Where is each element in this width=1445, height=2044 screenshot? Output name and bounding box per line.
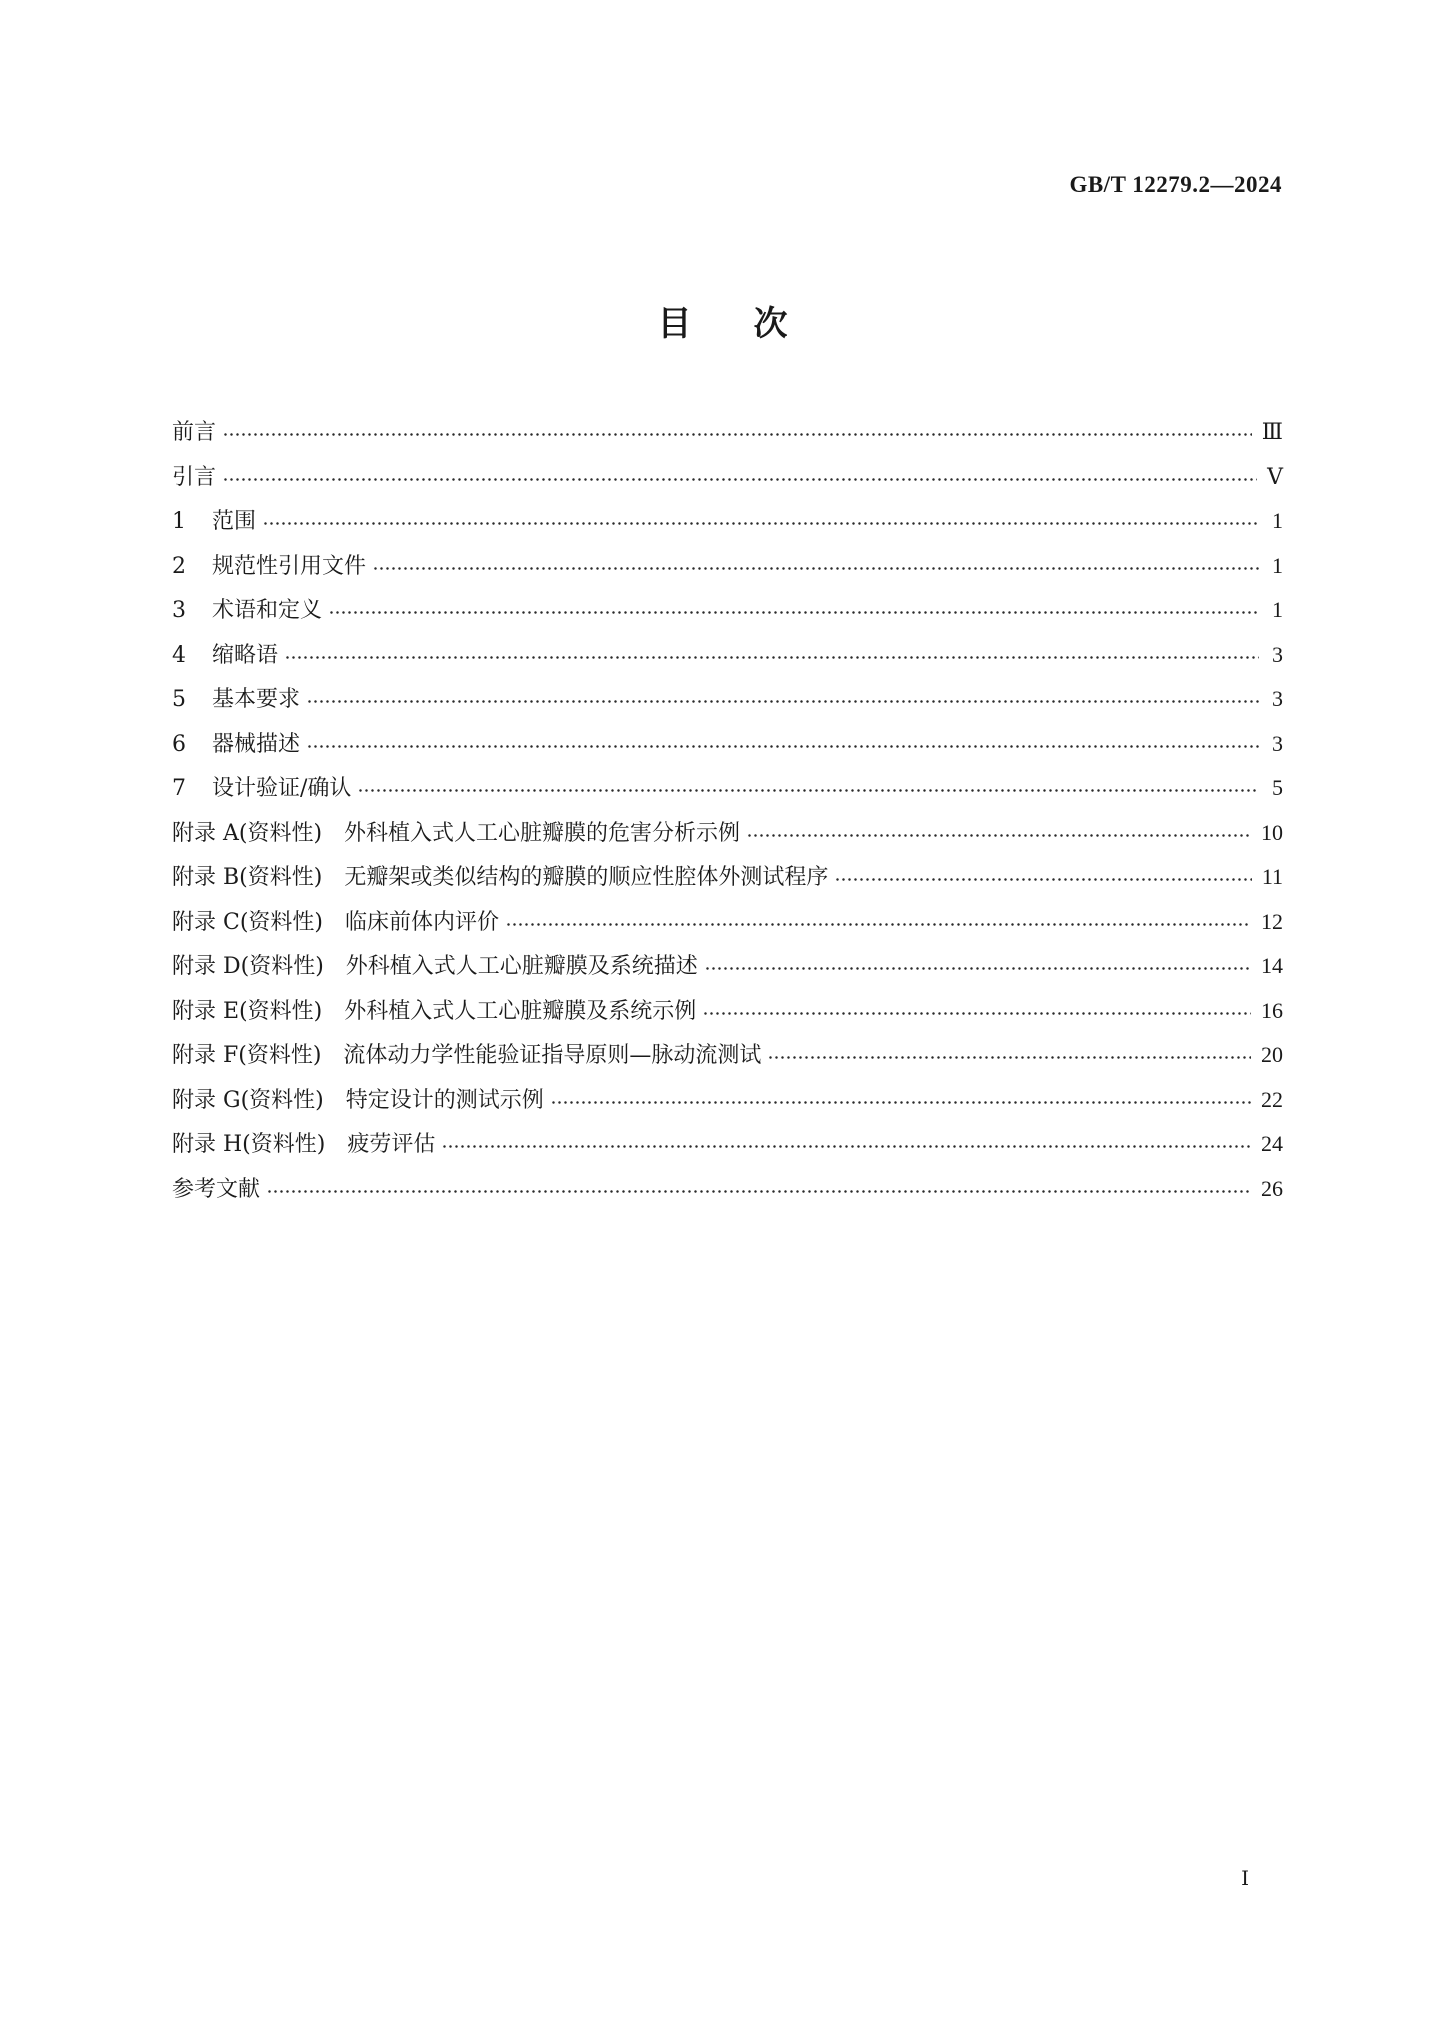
toc-entry-page: 12 (1261, 908, 1283, 934)
standard-code: GB/T 12279.2—2024 (1069, 172, 1282, 197)
toc-entry[interactable] (172, 811, 1283, 856)
toc-dot-leader (224, 420, 1252, 444)
toc-entry[interactable] (172, 544, 1283, 589)
toc-entry-title: 附录 B(资料性) 无瓣架或类似结构的瓣膜的顺应性腔体外测试程序 (172, 865, 829, 890)
toc-entry[interactable] (172, 499, 1283, 544)
toc-entry[interactable] (172, 410, 1283, 455)
toc-entry-page: 3 (1272, 686, 1283, 711)
toc-entry[interactable] (172, 855, 1283, 900)
toc-entry-page: Ⅲ (1261, 419, 1283, 444)
toc-dot-leader (507, 910, 1251, 934)
toc-entry-page: 3 (1272, 641, 1283, 667)
toc-dot-leader (330, 598, 1259, 622)
toc-dot-leader (308, 732, 1259, 756)
toc-entry-title: 基本要求 (212, 687, 301, 712)
toc-entry-title: 范围 (212, 509, 257, 534)
toc-entry-number: 4 (172, 642, 186, 668)
toc-entry-number: 7 (172, 776, 186, 801)
toc-entry-title: 术语和定义 (212, 598, 323, 623)
toc-entry[interactable] (172, 1078, 1283, 1123)
toc-entry-page: 22 (1261, 1086, 1283, 1112)
toc-entry[interactable] (172, 722, 1283, 767)
toc-entry[interactable] (172, 944, 1283, 989)
toc-entry[interactable] (172, 1122, 1283, 1167)
toc-entry-number: 5 (172, 687, 186, 712)
toc-dot-leader (268, 1177, 1251, 1201)
toc-entry-page: 5 (1272, 775, 1283, 800)
toc-dot-leader (308, 687, 1259, 711)
toc-entry-page: 16 (1261, 997, 1283, 1023)
toc-entry[interactable] (172, 455, 1283, 500)
toc-dot-leader (224, 465, 1257, 489)
toc-entry[interactable] (172, 1033, 1283, 1078)
toc-entry-number: 1 (172, 509, 186, 534)
toc-entry-page: 1 (1272, 552, 1283, 578)
toc-entry-title: 附录 F(资料性) 流体动力学性能验证指导原则—脉动流测试 (172, 1043, 762, 1068)
toc-entry-page: 3 (1272, 730, 1283, 756)
toc-entry-page: 14 (1261, 953, 1283, 978)
toc-dot-leader (286, 643, 1259, 667)
toc-entry-page: 11 (1261, 864, 1283, 889)
toc-entry-title: 附录 H(资料性) 疲劳评估 (172, 1132, 436, 1157)
toc-dot-leader (552, 1088, 1251, 1112)
toc-entry[interactable] (172, 588, 1283, 633)
toc-entry[interactable] (172, 900, 1283, 945)
toc-entry-page: 24 (1261, 1131, 1283, 1156)
toc-dot-leader (706, 954, 1251, 978)
toc-dot-leader (264, 509, 1259, 533)
toc-entry-title: 前言 (172, 420, 217, 445)
toc-entry-number: 3 (172, 598, 186, 623)
toc-entry-title: 设计验证/确认 (212, 776, 352, 801)
toc-entry-page: 10 (1261, 819, 1283, 845)
toc-entry[interactable] (172, 677, 1283, 722)
toc-entry[interactable] (172, 766, 1283, 811)
toc-entry-title: 器械描述 (212, 731, 301, 757)
toc-entry-page: 20 (1261, 1042, 1283, 1067)
toc-dot-leader (443, 1132, 1251, 1156)
toc-entry-number: 6 (172, 731, 186, 757)
toc-entry[interactable] (172, 989, 1283, 1034)
toc-entry-page: 1 (1272, 597, 1283, 622)
toc-entry[interactable] (172, 633, 1283, 678)
toc-dot-leader (748, 821, 1251, 845)
toc-entry-title: 附录 C(资料性) 临床前体内评价 (172, 909, 499, 935)
toc-entry-page: 26 (1261, 1175, 1283, 1201)
toc-entry-title: 引言 (172, 464, 217, 490)
toc-entry[interactable] (172, 1167, 1283, 1212)
toc-entry-title: 附录 A(资料性) 外科植入式人工心脏瓣膜的危害分析示例 (172, 820, 741, 846)
toc-entry-title: 参考文献 (172, 1176, 261, 1202)
toc-entry-title: 规范性引用文件 (212, 553, 367, 579)
toc-entry-title: 附录 D(资料性) 外科植入式人工心脏瓣膜及系统描述 (172, 954, 698, 979)
table-of-contents (172, 410, 1283, 1211)
toc-entry-number: 2 (172, 553, 186, 579)
toc-dot-leader (769, 1043, 1251, 1067)
toc-dot-leader (374, 554, 1259, 578)
toc-dot-leader (704, 999, 1251, 1023)
toc-entry-title: 附录 G(资料性) 特定设计的测试示例 (172, 1087, 544, 1113)
toc-entry-title: 附录 E(资料性) 外科植入式人工心脏瓣膜及系统示例 (172, 998, 697, 1024)
page-number: Ⅰ (1241, 1868, 1249, 1890)
toc-entry-page: Ⅴ (1267, 463, 1283, 489)
page-title: 目次 (657, 304, 850, 344)
toc-entry-page: 1 (1272, 508, 1283, 533)
toc-entry-title: 缩略语 (212, 642, 279, 668)
toc-dot-leader (359, 776, 1259, 800)
toc-dot-leader (836, 865, 1251, 889)
